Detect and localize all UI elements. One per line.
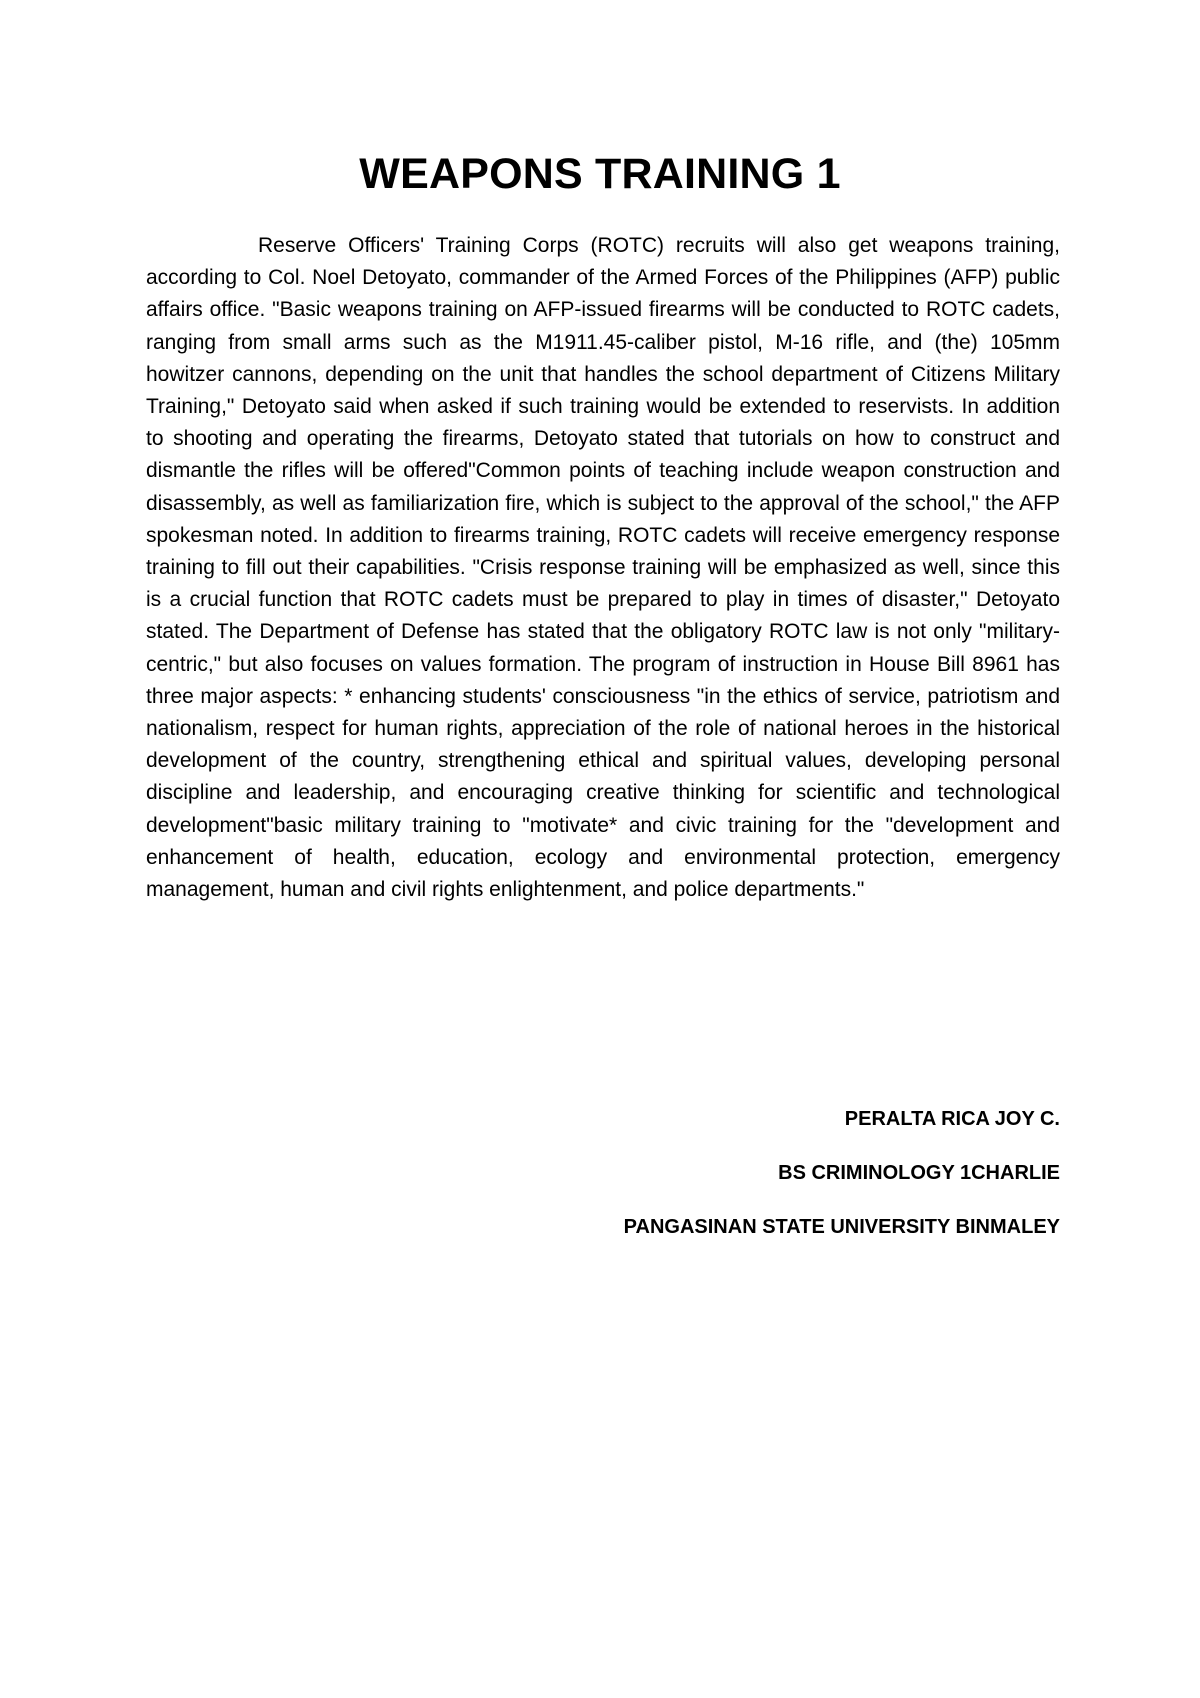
document-title: WEAPONS TRAINING 1 (359, 150, 841, 198)
author-school: PANGASINAN STATE UNIVERSITY BINMALEY (623, 1216, 1060, 1238)
author-course: BS CRIMINOLOGY 1CHARLIE (778, 1162, 1060, 1184)
author-name: PERALTA RICA JOY C. (844, 1108, 1060, 1130)
document-body-paragraph: Reserve Officers' Training Corps (ROTC) recruits will also get weapons training, according to Col. Noel Detoyato, commander of the Armed Forces of the Philippines (AFP) public affairs office. "Basic weapons training on AFP-issued firearms will be conducted to ROTC cadets, ranging from small arms such as the M1911.45-caliber pistol, M-16 rifle, and (the) 105mm howitzer cannons, depending on the unit that handles the school department of Citizens Military Training," Detoyato said when asked if such training would be extended to reservists. In addition to shooting and operating the firearms, Detoyato stated that tutorials on how to construct and dismantle the rifles will be offered"Common points of teaching include weapon construction and disassembly, as well as familiarization fire, which is subject to the approval of the school," the AFP spokesman noted. In addition to firearms training, ROTC cadets will receive emergency response training to fill out their capabilities. "Crisis response training will be emphasized as well, since this is a crucial function that ROTC cadets must be prepared to play in times of disaster," Detoyato stated. The Department of Defense has stated that the obligatory ROTC law is not only "military-centric," but also focuses on values formation. The program of instruction in House Bill 8961 has three major aspects: * enhancing students' consciousness "in the ethics of service, patriotism and nationalism, respect for human rights, appreciation of the role of national heroes in the historical development of the country, strengthening ethical and spiritual values, developing personal discipline and leadership, and encouraging creative thinking for scientific and technological development"basic military training to "motivate* and civic training for the "development and enhancement of health, education, ecology and environmental protection, emergency management, human and civil rights enlightenment, and police departments." (146, 234, 1060, 902)
